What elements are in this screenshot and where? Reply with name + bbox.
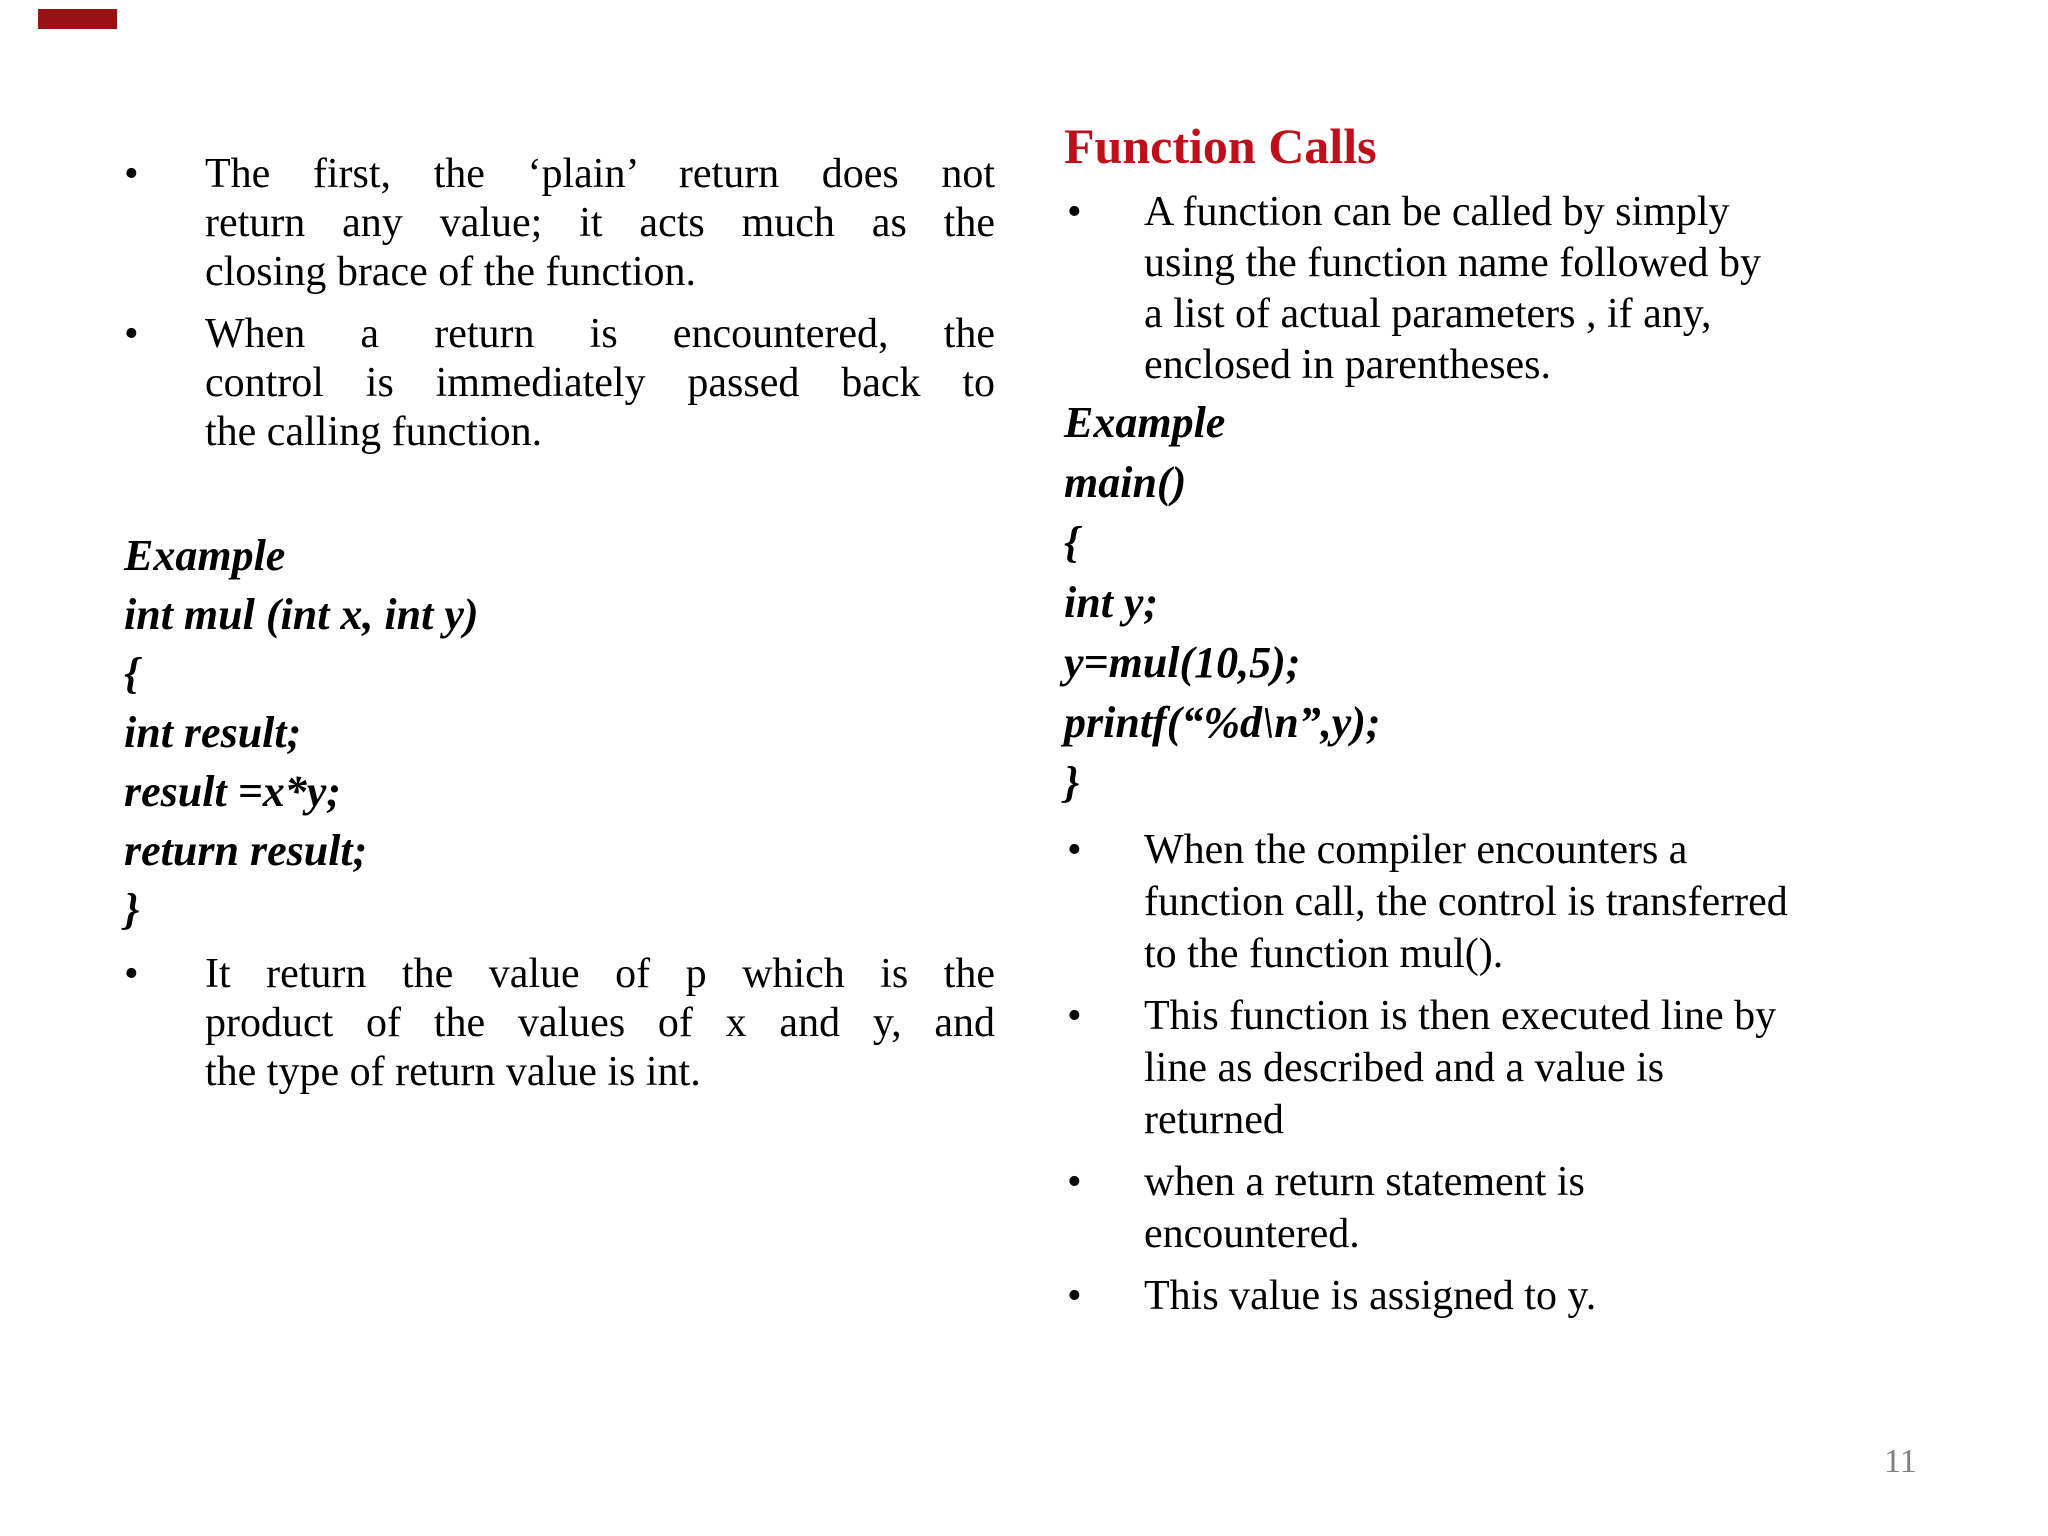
code-block-left <box>124 526 479 939</box>
bullet-dot-icon: • <box>124 311 139 357</box>
bullet-line: encountered. <box>1144 1211 1360 1257</box>
bullet-line: This function is then executed line by <box>1144 993 1777 1039</box>
bullet-line: the type of return value is int. <box>205 1049 701 1095</box>
page-number: 11 <box>1884 1443 1917 1480</box>
code-line: int result; <box>124 708 302 757</box>
bullet-dot-icon: • <box>1067 1159 1082 1205</box>
code-line: } <box>1064 758 1080 807</box>
bullet-item <box>124 310 995 457</box>
bullet-line: function call, the control is transferred <box>1144 879 1788 925</box>
code-line: int mul (int x, int y) <box>124 590 479 639</box>
bullet-dot-icon: • <box>124 951 139 997</box>
example-heading: Example <box>124 531 286 580</box>
bullet-line: when a return statement is <box>1144 1159 1585 1205</box>
bullet-text <box>1144 824 1989 980</box>
bullet-text <box>1144 187 1989 391</box>
bullet-item <box>1067 990 1989 1146</box>
bullet-line: product of the values of x and y, and <box>205 1000 995 1046</box>
code-line: int y; <box>1064 578 1159 627</box>
bullet-line: closing brace of the function. <box>205 249 696 295</box>
bullet-text <box>205 950 995 1097</box>
code-block-right <box>1064 393 1381 813</box>
bullet-item <box>124 150 995 297</box>
code-line: y=mul(10,5); <box>1064 638 1301 687</box>
bullet-item <box>1067 1270 1989 1322</box>
bullet-text <box>1144 990 1989 1146</box>
bullet-line: to the function mul(). <box>1144 931 1504 977</box>
bullet-dot-icon: • <box>1067 189 1082 235</box>
code-line: } <box>124 885 140 934</box>
bullet-line: This value is assigned to y. <box>1144 1273 1597 1319</box>
bullet-line: When the compiler encounters a <box>1144 827 1688 873</box>
bullet-item <box>1067 1156 1989 1260</box>
bullet-line: The first, the ‘plain’ return does not <box>205 151 995 197</box>
bullet-item <box>1067 824 1989 980</box>
bullet-line: return any value; it acts much as the <box>205 200 995 246</box>
bullet-dot-icon: • <box>1067 993 1082 1039</box>
bullet-line: a list of actual parameters , if any, <box>1144 291 1712 337</box>
bullet-dot-icon: • <box>1067 1273 1082 1319</box>
code-line: result =x*y; <box>124 767 341 816</box>
bullet-line: returned <box>1144 1097 1284 1143</box>
bullet-line: using the function name followed by <box>1144 240 1762 286</box>
code-line: main() <box>1064 458 1187 507</box>
code-line: { <box>124 649 140 698</box>
bullet-text <box>205 310 995 457</box>
top-accent-bar <box>38 9 117 29</box>
bullet-line: A function can be called by simply <box>1144 189 1730 235</box>
code-line: { <box>1064 518 1080 567</box>
code-line: printf(“%d\n”,y); <box>1064 698 1381 747</box>
closing-bullet-list <box>1067 824 1989 1332</box>
bullet-line: the calling function. <box>205 409 543 455</box>
bullet-dot-icon: • <box>124 151 139 197</box>
bullet-dot-icon: • <box>1067 827 1082 873</box>
bullet-line: It return the value of p which is the <box>205 951 995 997</box>
bullet-text <box>1144 1270 1989 1322</box>
bullet-line: enclosed in parentheses. <box>1144 342 1552 388</box>
example-heading: Example <box>1064 398 1226 447</box>
function-calls-heading: Function Calls <box>1064 118 1377 174</box>
bullet-text <box>205 150 995 297</box>
bullet-item <box>1067 187 1989 391</box>
bullet-line: When a return is encountered, the <box>205 311 995 357</box>
bullet-line: line as described and a value is <box>1144 1045 1665 1091</box>
bullet-line: control is immediately passed back to <box>205 360 995 406</box>
code-line: return result; <box>124 826 368 875</box>
bullet-text <box>1144 1156 1989 1260</box>
bullet-item <box>124 950 995 1097</box>
